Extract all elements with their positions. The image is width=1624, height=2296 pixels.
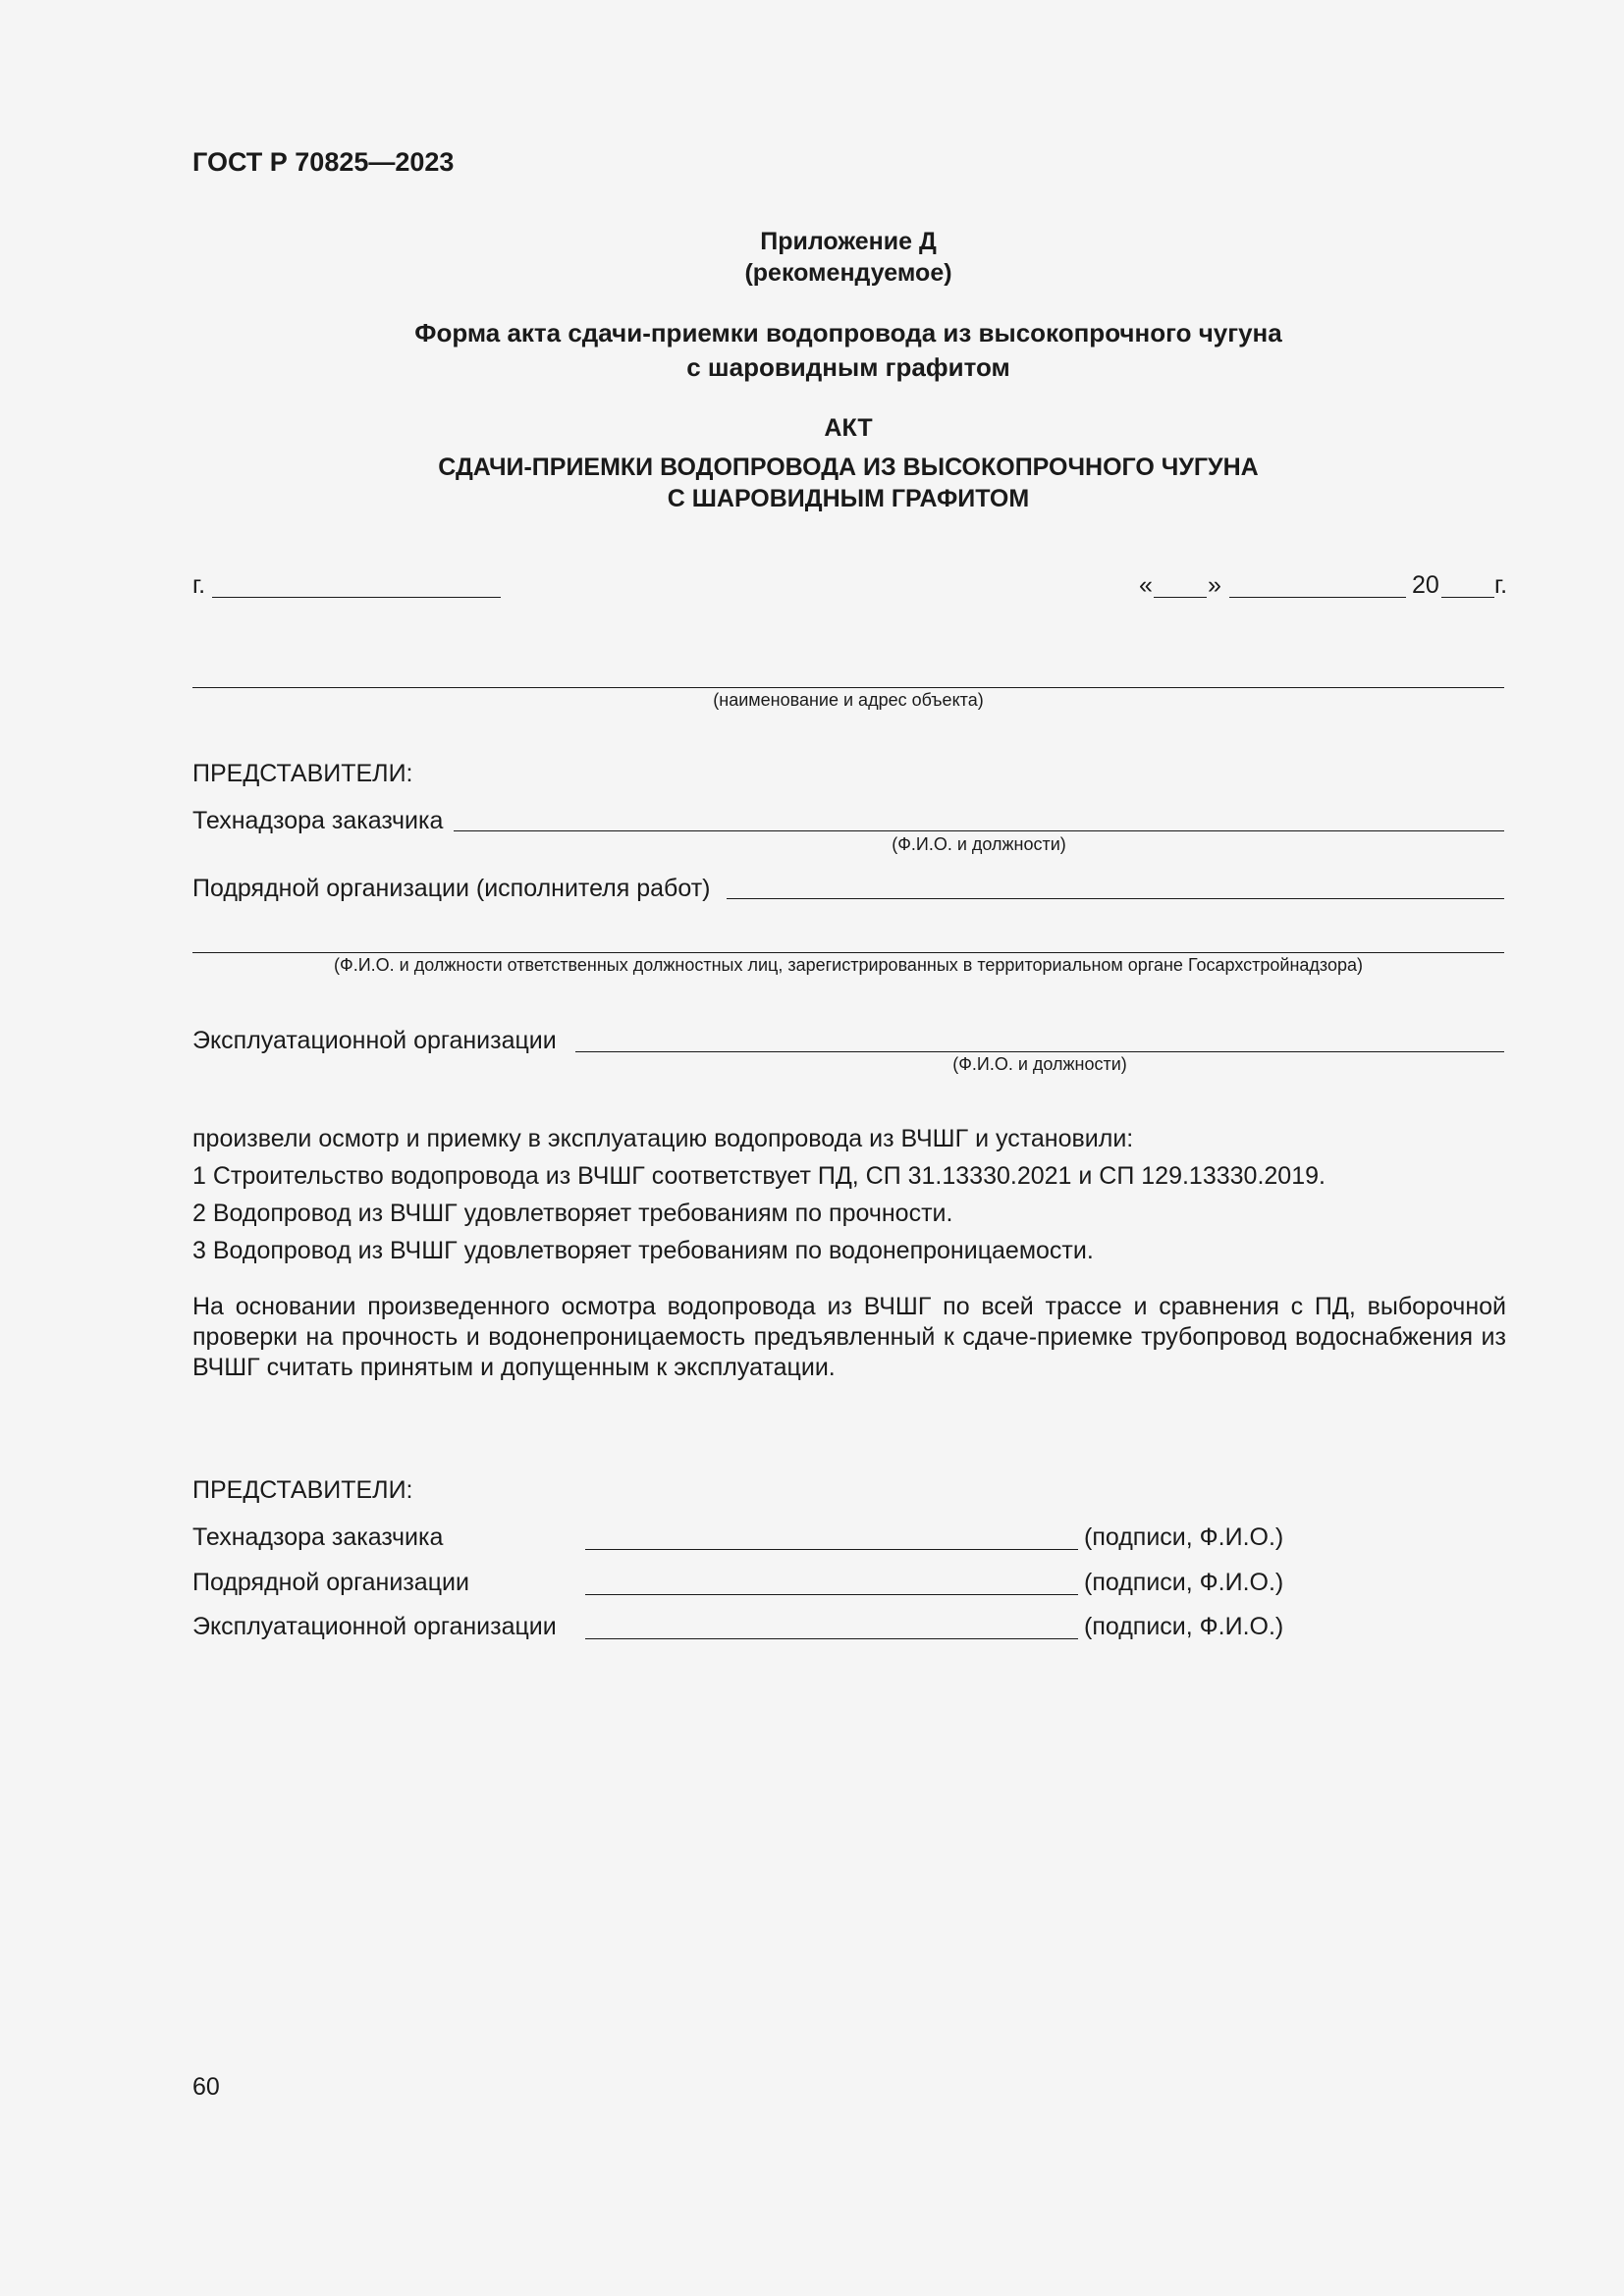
- customer-supervision-caption: (Ф.И.О. и должности): [892, 834, 1066, 854]
- signature-label-contractor: Подрядной организации: [192, 1569, 469, 1596]
- city-field[interactable]: [212, 597, 501, 598]
- contractor-field[interactable]: [727, 898, 1504, 899]
- finding-item-3: 3 Водопровод из ВЧШГ удовлетворяет требованиям по водонепроницаемости.: [192, 1237, 1094, 1264]
- representatives-heading: ПРЕДСТАВИТЕЛИ:: [192, 760, 413, 787]
- form-title-line-1: Форма акта сдачи-приемки водопровода из высокопрочного чугуна: [414, 318, 1282, 347]
- operator-field[interactable]: [575, 1051, 1504, 1052]
- page-number: 60: [192, 2073, 220, 2101]
- signature-note-customer: (подписи, Ф.И.О.): [1084, 1523, 1284, 1551]
- date-month-field[interactable]: [1229, 597, 1406, 598]
- operator-label: Эксплуатационной организации: [192, 1027, 557, 1054]
- signature-note-contractor: (подписи, Ф.И.О.): [1084, 1569, 1284, 1596]
- city-prefix: г.: [192, 571, 206, 599]
- act-title-line-2: С ШАРОВИДНЫМ ГРАФИТОМ: [667, 485, 1030, 512]
- form-title-line-2: с шаровидным графитом: [686, 352, 1010, 382]
- contractor-field-continuation[interactable]: [192, 952, 1504, 953]
- date-close-quote: »: [1208, 571, 1221, 599]
- signature-field-customer[interactable]: [585, 1549, 1078, 1550]
- finding-item-2: 2 Водопровод из ВЧШГ удовлетворяет требованиям по прочности.: [192, 1200, 953, 1227]
- customer-supervision-field[interactable]: [454, 830, 1504, 831]
- conclusion-paragraph: На основании произведенного осмотра водопровода из ВЧШГ по всей трассе и сравнения с ПД, выборочной проверки на прочность и водонепроницаемость предъявленный к сдаче-приемке трубопровод водоснабжения из ВЧШГ считать принятым и допущенным к эксплуатации.: [192, 1293, 1506, 1381]
- appendix-heading: [192, 226, 1504, 289]
- operator-caption: (Ф.И.О. и должности): [952, 1054, 1127, 1074]
- customer-supervision-label: Технадзора заказчика: [192, 807, 444, 834]
- year-suffix: г.: [1494, 571, 1508, 599]
- signature-note-operator: (подписи, Ф.И.О.): [1084, 1613, 1284, 1640]
- appendix-status: (рекомендуемое): [744, 259, 952, 287]
- signature-label-customer: Технадзора заказчика: [192, 1523, 444, 1551]
- object-caption: (наименование и адрес объекта): [713, 690, 984, 710]
- object-field[interactable]: [192, 687, 1504, 688]
- signatures-heading: ПРЕДСТАВИТЕЛИ:: [192, 1476, 413, 1504]
- signature-field-operator[interactable]: [585, 1638, 1078, 1639]
- date-open-quote: «: [1139, 571, 1153, 599]
- date-day-field[interactable]: [1154, 597, 1207, 598]
- contractor-caption: (Ф.И.О. и должности ответственных должностных лиц, зарегистрированных в территориальном органе Госархстройнадзора): [334, 955, 1363, 975]
- contractor-label: Подрядной организации (исполнителя работ): [192, 875, 711, 902]
- form-title: [192, 316, 1504, 385]
- standard-code: ГОСТ Р 70825—2023: [192, 147, 455, 177]
- appendix-label: Приложение Д: [760, 228, 937, 255]
- signature-field-contractor[interactable]: [585, 1594, 1078, 1595]
- act-title: [192, 452, 1504, 514]
- year-prefix: 20: [1412, 571, 1439, 599]
- finding-item-1: 1 Строительство водопровода из ВЧШГ соответствует ПД, СП 31.13330.2021 и СП 129.13330.2019.: [192, 1162, 1326, 1190]
- signature-label-operator: Эксплуатационной организации: [192, 1613, 557, 1640]
- act-heading: АКТ: [824, 414, 873, 442]
- date-year-field[interactable]: [1441, 597, 1494, 598]
- act-title-line-1: СДАЧИ-ПРИЕМКИ ВОДОПРОВОДА ИЗ ВЫСОКОПРОЧНОГО ЧУГУНА: [438, 454, 1259, 481]
- findings-intro: произвели осмотр и приемку в эксплуатацию водопровода из ВЧШГ и установили:: [192, 1125, 1134, 1152]
